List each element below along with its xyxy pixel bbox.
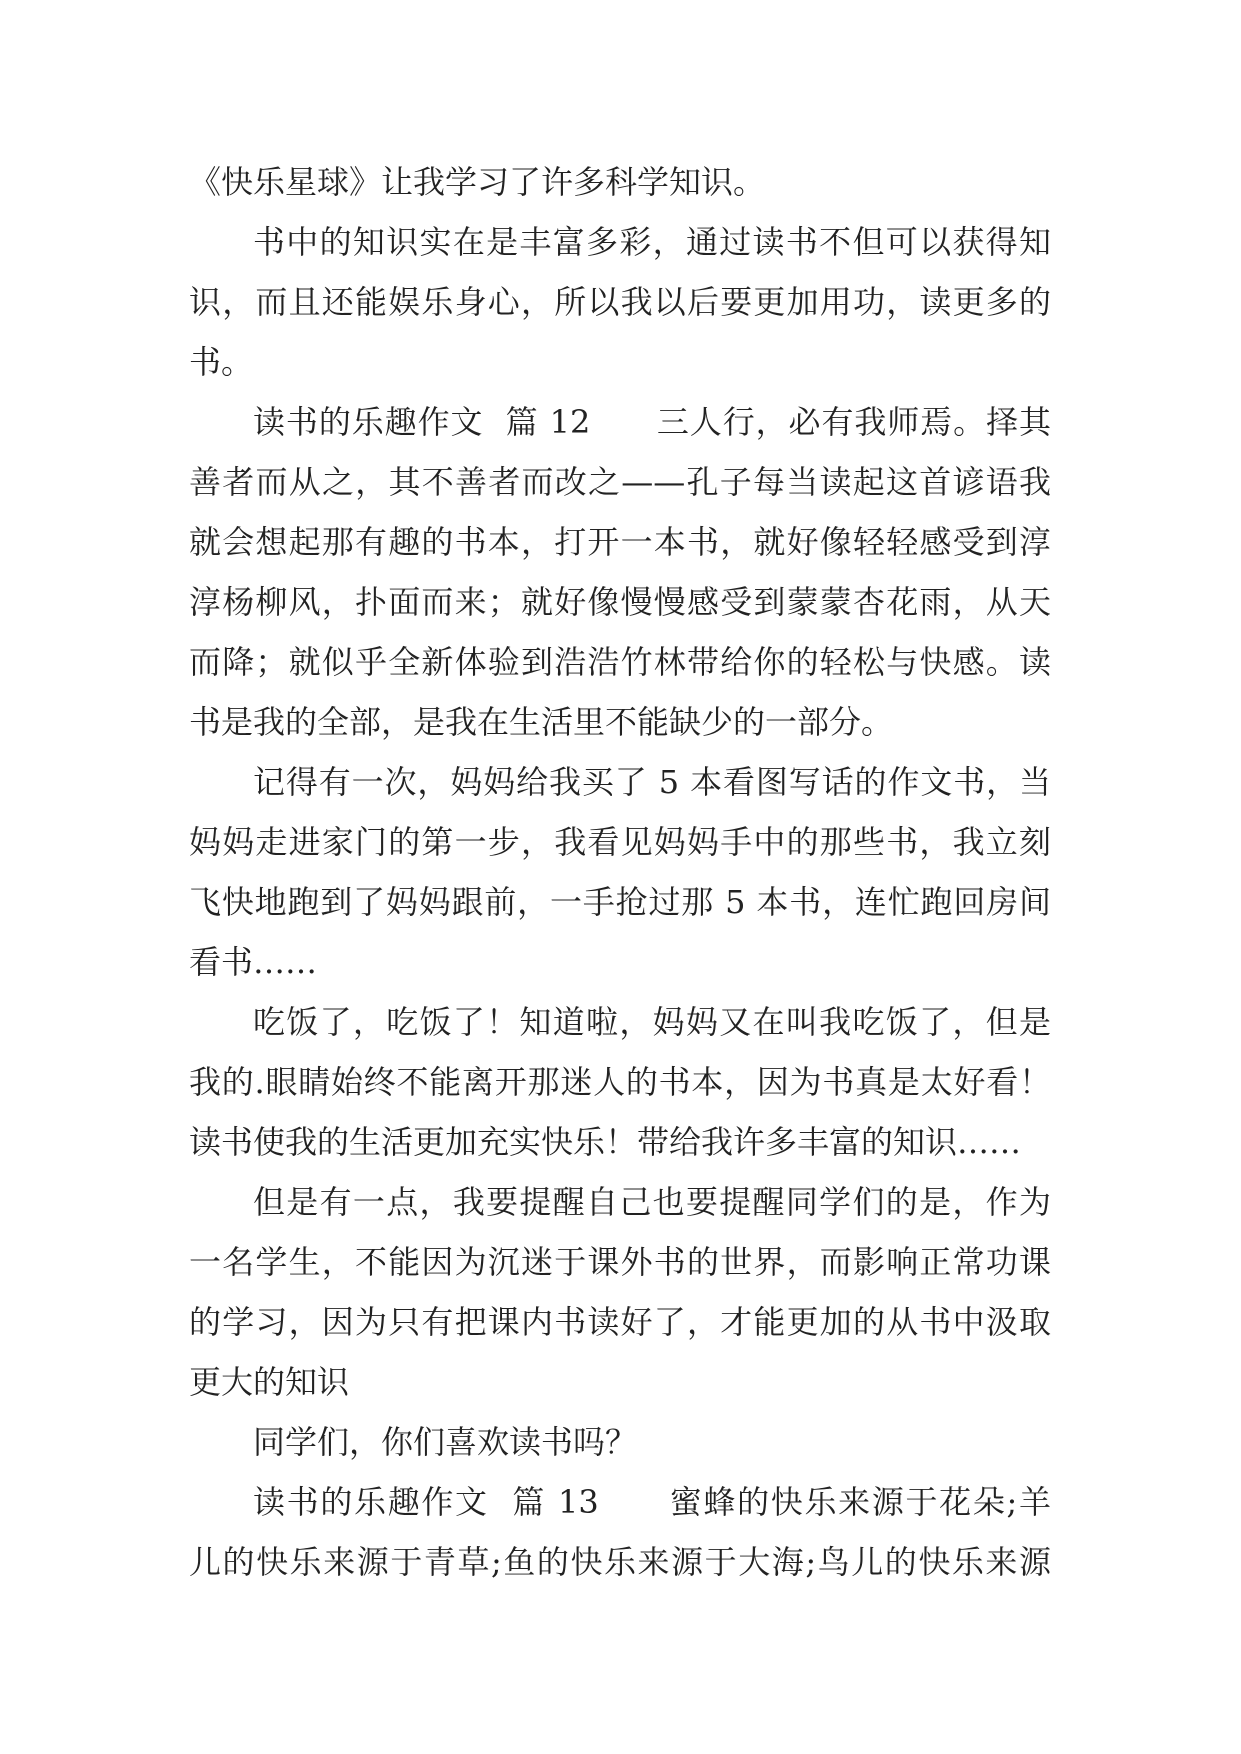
document-body	[189, 152, 1051, 1592]
text-line: 看书……	[189, 943, 318, 981]
text-line: 儿的快乐来源于青草;鱼的快乐来源于大海;鸟儿的快乐来源	[189, 1543, 1051, 1581]
text-line: 更大的知识	[189, 1363, 350, 1401]
text-line: 妈妈走进家门的第一步，我看见妈妈手中的那些书，我立刻	[189, 823, 1051, 861]
text-line: 读书的乐趣作文 篇 13 蜜蜂的快乐来源于花朵;羊	[253, 1483, 1051, 1521]
text-line: 就会想起那有趣的书本，打开一本书，就好像轻轻感受到淳	[189, 523, 1051, 561]
text-line: 读书使我的生活更加充实快乐！带给我许多丰富的知识……	[189, 1123, 1022, 1161]
text-line: 书是我的全部，是我在生活里不能缺少的一部分。	[189, 703, 894, 741]
text-line: 一名学生，不能因为沉迷于课外书的世界，而影响正常功课	[189, 1243, 1051, 1281]
text-line: 飞快地跑到了妈妈跟前，一手抢过那 5 本书，连忙跑回房间	[189, 883, 1051, 921]
text-line: 同学们，你们喜欢读书吗？	[253, 1423, 638, 1461]
text-line: 记得有一次，妈妈给我买了 5 本看图写话的作文书，当	[253, 763, 1051, 801]
text-line: 而降；就似乎全新体验到浩浩竹林带给你的轻松与快感。读	[189, 643, 1051, 681]
text-line: 书中的知识实在是丰富多彩，通过读书不但可以获得知	[253, 223, 1051, 261]
text-line: 但是有一点，我要提醒自己也要提醒同学们的是，作为	[253, 1183, 1051, 1221]
text-line: 识，而且还能娱乐身心，所以我以后要更加用功，读更多的	[189, 283, 1051, 321]
text-line: 《快乐星球》让我学习了许多科学知识。	[189, 163, 766, 201]
text-line: 书。	[189, 343, 254, 381]
text-line: 我的.眼睛始终不能离开那迷人的书本，因为书真是太好看！	[189, 1063, 1051, 1101]
text-line: 的学习，因为只有把课内书读好了，才能更加的从书中汲取	[189, 1303, 1051, 1341]
text-line: 淳杨柳风，扑面而来；就好像慢慢感受到蒙蒙杏花雨，从天	[189, 583, 1051, 621]
text-line: 善者而从之，其不善者而改之——孔子每当读起这首谚语我	[189, 463, 1051, 501]
text-line: 吃饭了，吃饭了！知道啦，妈妈又在叫我吃饭了，但是	[253, 1003, 1051, 1041]
text-line: 读书的乐趣作文 篇 12 三人行，必有我师焉。择其	[253, 403, 1051, 441]
